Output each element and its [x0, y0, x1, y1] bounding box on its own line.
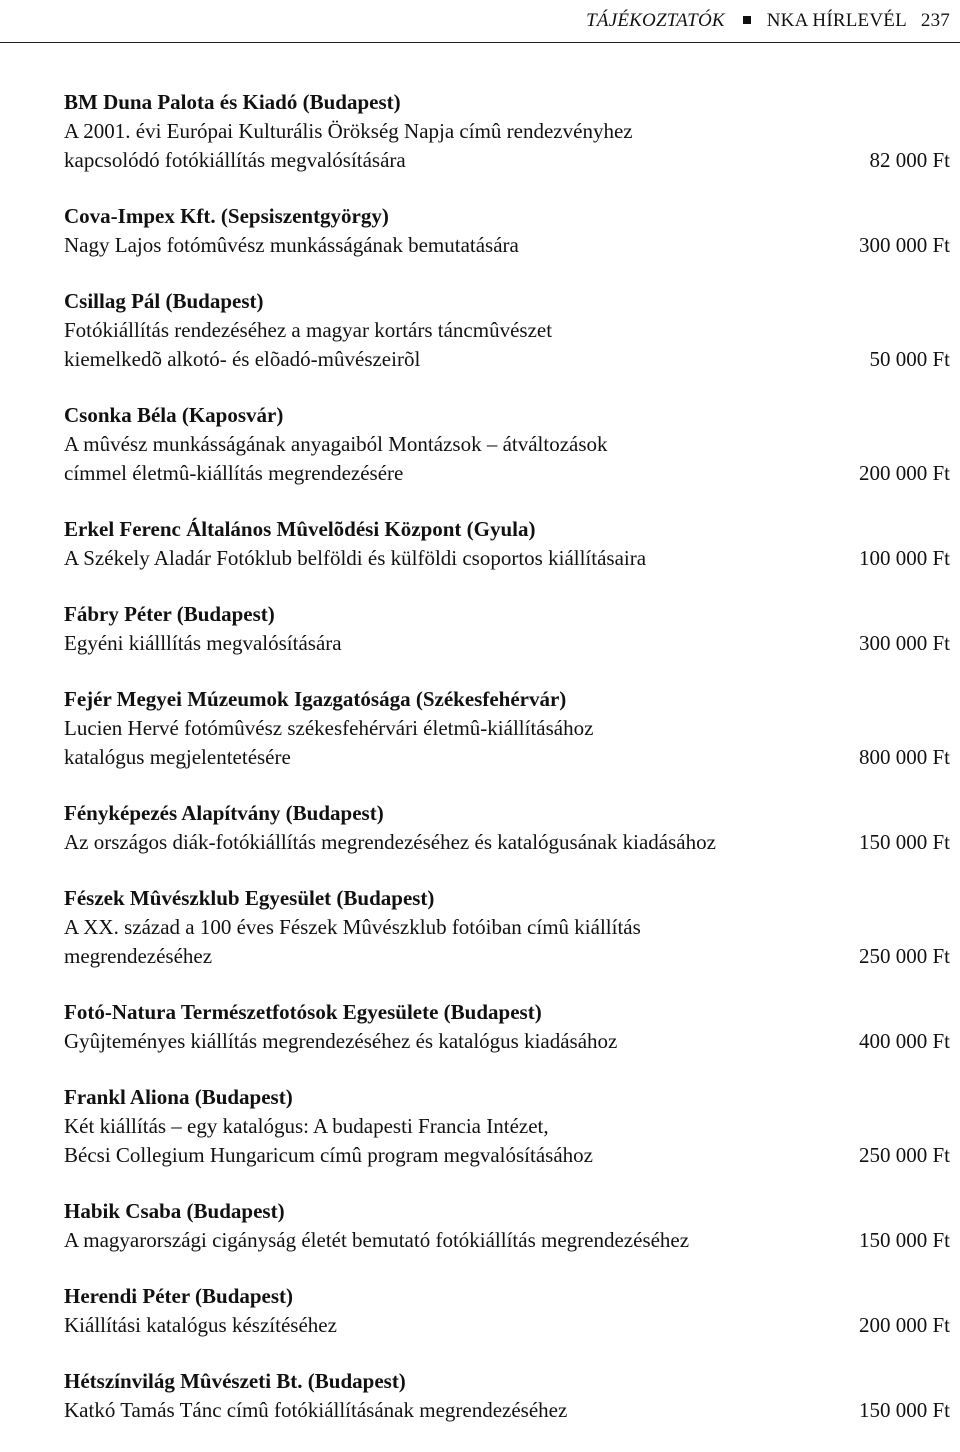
grant-amount: 150 000 Ft [858, 1398, 950, 1422]
grant-amount: 400 000 Ft [858, 1029, 950, 1053]
grant-amount: 250 000 Ft [858, 944, 950, 968]
grant-purpose: Két kiállítás – egy katalógus: A budapesti Francia Intézet, [64, 1114, 549, 1138]
grant-purpose: A mûvész munkásságának anyagaiból Montázsok – átváltozások [64, 432, 608, 456]
recipient-name: Hétszínvilág Mûvészeti Bt. (Budapest) [64, 1369, 406, 1393]
grant-entry [64, 998, 950, 1056]
recipient-name: Herendi Péter (Budapest) [64, 1284, 294, 1308]
grant-amount: 300 000 Ft [858, 631, 950, 655]
grant-entry [64, 515, 950, 573]
grant-purpose: Az országos diák-fotókiállítás megrendezéséhez és katalógusának kiadásához [64, 830, 716, 854]
grant-amount: 200 000 Ft [858, 461, 950, 485]
grant-entry [64, 799, 950, 857]
grant-entry [64, 1282, 950, 1340]
recipient-name: Habik Csaba (Budapest) [64, 1199, 285, 1223]
grant-amount: 300 000 Ft [858, 233, 950, 257]
grant-purpose: címmel életmû-kiállítás megrendezésére [64, 461, 404, 485]
grant-list [64, 88, 950, 1452]
recipient-name: Erkel Ferenc Általános Mûvelõdési Központ (Gyula) [64, 517, 536, 541]
grant-amount: 82 000 Ft [869, 148, 950, 172]
recipient-name: Fényképezés Alapítvány (Budapest) [64, 801, 384, 825]
grant-amount: 100 000 Ft [858, 546, 950, 570]
recipient-name: Csonka Béla (Kaposvár) [64, 403, 284, 427]
grant-purpose: kapcsolódó fotókiállítás megvalósítására [64, 148, 406, 172]
grant-purpose: kiemelkedõ alkotó- és elõadó-mûvészeirõl [64, 347, 421, 371]
grant-purpose: Katkó Tamás Tánc címû fotókiállításának megrendezéséhez [64, 1398, 568, 1422]
grant-purpose: Egyéni kiálllítás megvalósítására [64, 631, 342, 655]
section-title: TÁJÉKOZTATÓK [586, 9, 725, 31]
recipient-name: Cova-Impex Kft. (Sepsiszentgyörgy) [64, 204, 389, 228]
grant-purpose: Nagy Lajos fotómûvész munkásságának bemutatására [64, 233, 519, 257]
recipient-name: Csillag Pál (Budapest) [64, 289, 264, 313]
grant-purpose: Gyûjteményes kiállítás megrendezéséhez és katalógus kiadásához [64, 1029, 618, 1053]
grant-entry [64, 884, 950, 971]
grant-purpose: A magyarországi cigányság életét bemutató fotókiállítás megrendezéséhez [64, 1228, 690, 1252]
grant-amount: 150 000 Ft [858, 1228, 950, 1252]
grant-purpose: Fotókiállítás rendezéséhez a magyar kortárs táncmûvészet [64, 318, 553, 342]
grant-purpose: A Székely Aladár Fotóklub belföldi és külföldi csoportos kiállításaira [64, 546, 647, 570]
grant-purpose: katalógus megjelentetésére [64, 745, 291, 769]
grant-amount: 50 000 Ft [869, 347, 950, 371]
grant-purpose: A 2001. évi Európai Kulturális Örökség Napja címû rendezvényhez [64, 119, 633, 143]
recipient-name: Fotó-Natura Természetfotósok Egyesülete (Budapest) [64, 1000, 542, 1024]
grant-amount: 200 000 Ft [858, 1313, 950, 1337]
grant-entry [64, 401, 950, 488]
header-rule [0, 42, 960, 43]
grant-entry [64, 1367, 950, 1425]
grant-entry [64, 202, 950, 260]
grant-purpose: Lucien Hervé fotómûvész székesfehérvári életmû-kiállításához [64, 716, 594, 740]
publication-title: NKA HÍRLEVÉL [766, 9, 907, 31]
grant-entry [64, 88, 950, 175]
recipient-name: Fészek Mûvészklub Egyesület (Budapest) [64, 886, 435, 910]
grant-entry [64, 287, 950, 374]
grant-purpose: Kiállítási katalógus készítéséhez [64, 1313, 337, 1337]
recipient-name: Fejér Megyei Múzeumok Igazgatósága (Székesfehérvár) [64, 687, 567, 711]
grant-purpose: megrendezéséhez [64, 944, 213, 968]
page-number: 237 [920, 9, 950, 31]
grant-purpose: Bécsi Collegium Hungaricum címû program megvalósításához [64, 1143, 593, 1167]
running-header [586, 6, 950, 34]
grant-amount: 150 000 Ft [858, 830, 950, 854]
recipient-name: Frankl Aliona (Budapest) [64, 1085, 293, 1109]
grant-purpose: A XX. század a 100 éves Fészek Mûvészklub fotóiban címû kiállítás [64, 915, 641, 939]
grant-entry [64, 685, 950, 772]
grant-amount: 250 000 Ft [858, 1143, 950, 1167]
recipient-name: BM Duna Palota és Kiadó (Budapest) [64, 90, 401, 114]
grant-entry [64, 1083, 950, 1170]
grant-entry [64, 600, 950, 658]
grant-amount: 800 000 Ft [858, 745, 950, 769]
grant-entry [64, 1197, 950, 1255]
recipient-name: Fábry Péter (Budapest) [64, 602, 275, 626]
square-bullet-icon [743, 16, 751, 24]
